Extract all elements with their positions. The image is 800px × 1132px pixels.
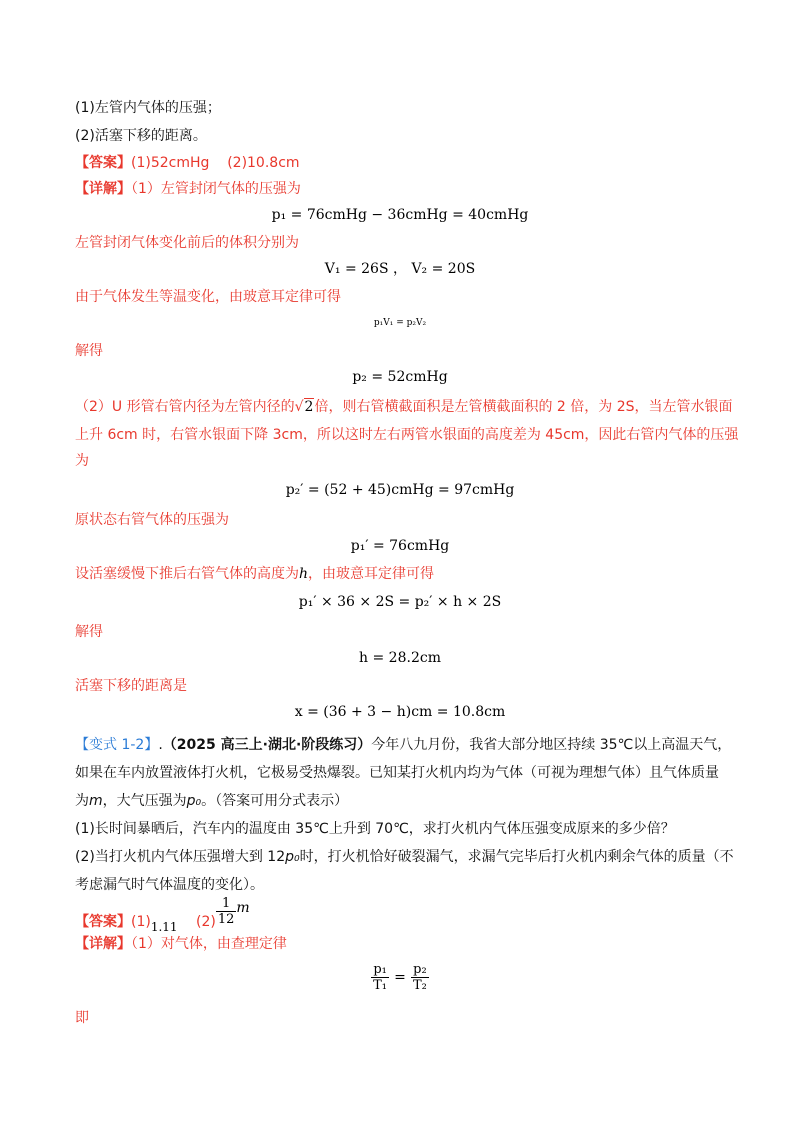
variant-line3-c: 。（答案可用分式表示） <box>201 793 349 809</box>
answer-line-1 <box>75 153 300 173</box>
frac1-num: p₁ <box>371 962 389 978</box>
answer2-frac-num: 1 <box>216 896 237 912</box>
variant-q2-a: (2)当打火机内气体压强增大到 12 <box>75 849 286 865</box>
distance-text: 活塞下移的距离是 <box>75 678 187 694</box>
question-2: (2)活塞下移的距离。 <box>75 128 207 144</box>
answer2-a2: (2) <box>196 913 216 930</box>
answer2-tag: 【答案】 <box>75 913 131 930</box>
frac2-den: T₂ <box>412 978 427 993</box>
p0-symbol-2: p₀ <box>285 849 300 865</box>
answer2-a1-value: 1.11 <box>150 919 178 934</box>
part2-text-d: 为 <box>75 453 89 469</box>
sqrt-symbol: √2 <box>294 399 314 415</box>
variant-dot: . <box>158 737 163 753</box>
set-height-line <box>75 564 434 584</box>
equation-p2-prime: p₂′ = (52 + 45)cmHg = 97cmHg <box>285 482 515 498</box>
set-height-text-b: ，由玻意耳定律可得 <box>308 566 435 582</box>
answer-text: (1)52cmHg (2)10.8cm <box>131 155 300 171</box>
variant-line1: 今年八九月份，我省大部分地区持续 35℃以上高温天气， <box>371 737 732 753</box>
part2-line-1 <box>75 397 733 417</box>
equation-p1: p₁ = 76cmHg − 36cmHg = 40cmHg <box>271 207 529 223</box>
original-state-text: 原状态右管气体的压强为 <box>75 512 229 528</box>
variant-line-3 <box>75 791 348 811</box>
variant-question-2-cont: 考虑漏气时气体温度的变化）。 <box>75 877 264 893</box>
variant-source: （2025 高三上·湖北·阶段练习） <box>162 737 372 753</box>
detail-tag: 【详解】 <box>75 181 131 197</box>
detail-part1: （1）左管封闭气体的压强为 <box>131 181 301 197</box>
variant-q2-b: 时，打火机恰好破裂漏气，求漏气完毕后打火机内剩余气体的质量（不 <box>299 849 734 865</box>
part2-text-c: 上升 6cm 时，右管水银面下降 3cm，所以这时左右两管水银面的高度差为 45cm，因此右管内气体的压强 <box>75 427 739 443</box>
equation-p1-prime: p₁′ = 76cmHg <box>350 538 450 554</box>
sqrt-value: 2 <box>304 399 314 415</box>
variant-tag: 【变式 1-2】 <box>75 737 159 753</box>
frac1-den: T₁ <box>373 978 388 993</box>
boyle-text: 由于气体发生等温变化，由玻意耳定律可得 <box>75 289 341 305</box>
solve-text-2: 解得 <box>75 624 103 640</box>
fraction-2 <box>411 962 429 993</box>
variant-line3-b: ，大气压强为 <box>102 793 187 809</box>
mass-symbol: m <box>89 793 103 809</box>
part2-text-a: （2）U 形管右管内径为左管内径的 <box>75 399 295 415</box>
answer2-fraction <box>216 896 237 927</box>
detail2-tag: 【详解】 <box>75 936 131 952</box>
answer2-a1: (1) <box>131 913 151 930</box>
answer2-mass: m <box>236 899 250 916</box>
detail-line-1 <box>75 179 301 199</box>
volume-text: 左管封闭气体变化前后的体积分别为 <box>75 235 299 251</box>
equation-p2: p₂ = 52cmHg <box>352 369 448 385</box>
fraction-1 <box>371 962 389 993</box>
variant-line-1 <box>75 735 731 755</box>
ji-text: 即 <box>75 1010 89 1026</box>
detail2-part1: （1）对气体，由查理定律 <box>131 936 287 952</box>
equation-x: x = (36 + 3 − h)cm = 10.8cm <box>294 704 506 720</box>
answer2-frac-den: 12 <box>217 912 235 927</box>
variant-question-2-line <box>75 847 734 867</box>
frac2-num: p₂ <box>411 962 429 978</box>
answer-line-2 <box>75 896 250 936</box>
equals-sign: = <box>394 969 406 986</box>
equation-volumes: V₁ = 26S ， V₂ = 20S <box>324 261 476 277</box>
variant-line-2: 如果在车内放置液体打火机，它极易受热爆裂。已知某打火机内均为气体（可视为理想气体）且气体质量 <box>75 765 719 781</box>
height-symbol: h <box>299 566 309 582</box>
p0-symbol: p₀ <box>186 793 202 809</box>
question-1: (1)左管内气体的压强； <box>75 100 221 116</box>
part2-text-b: 倍，则右管横截面积是左管横截面积的 2 倍，为 2S，当左管水银面 <box>314 399 733 415</box>
charles-law-equation <box>0 962 800 993</box>
answer-tag: 【答案】 <box>75 155 131 171</box>
variant-line3-a: 为 <box>75 793 89 809</box>
equation-boyle-2: p₁′ × 36 × 2S = p₂′ × h × 2S <box>298 594 502 610</box>
equation-boyle: p₁V₁ = p₂V₂ <box>373 318 427 328</box>
variant-question-1: (1)长时间暴晒后，汽车内的温度由 35℃上升到 70℃，求打火机内气体压强变成原来的多少倍？ <box>75 821 675 837</box>
set-height-text-a: 设活塞缓慢下推后右管气体的高度为 <box>75 566 299 582</box>
detail2-line-1 <box>75 934 287 954</box>
equation-h: h = 28.2cm <box>359 650 441 666</box>
solve-text-1: 解得 <box>75 343 103 359</box>
